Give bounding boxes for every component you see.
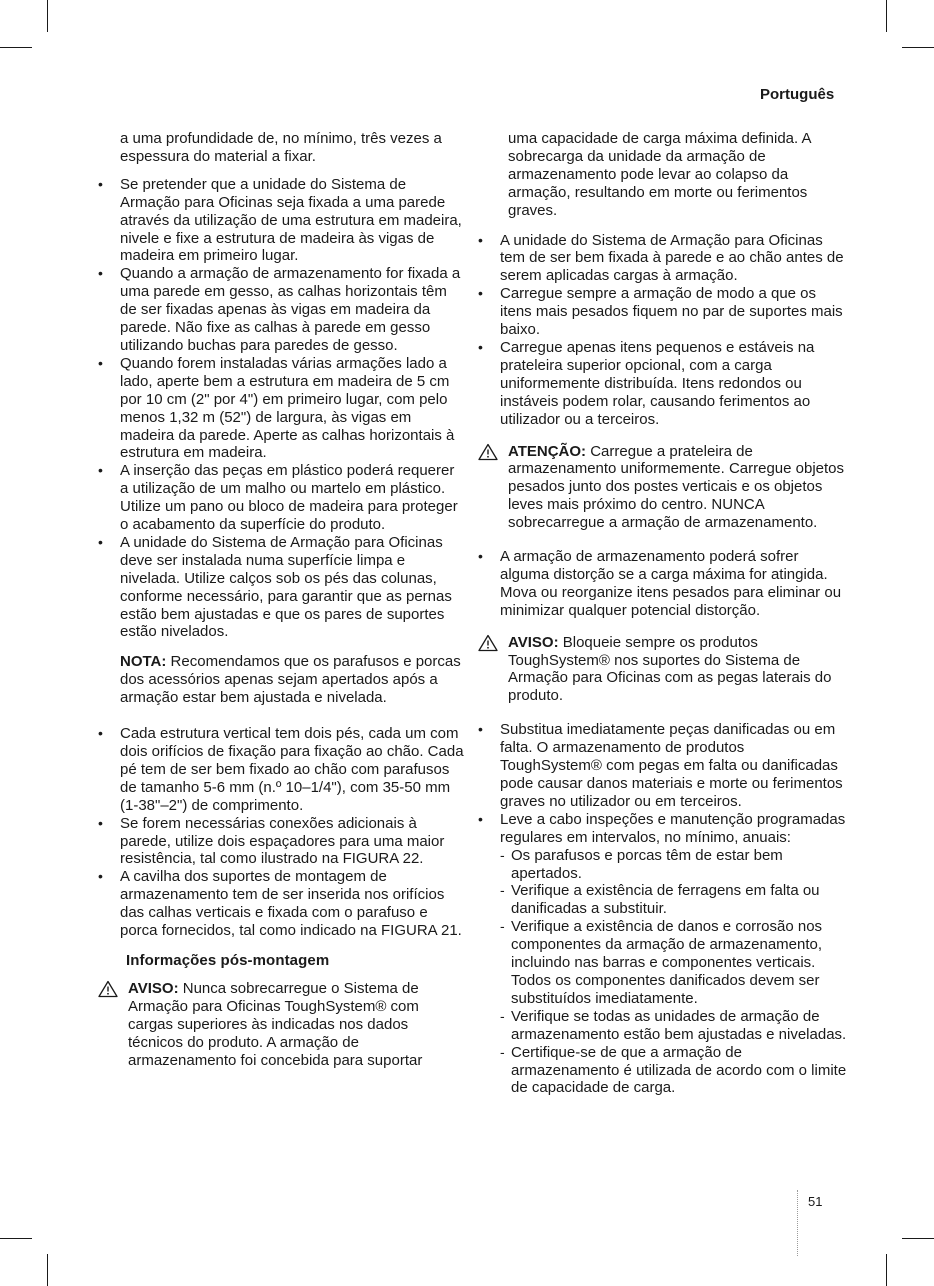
list-item: • A unidade do Sistema de Armação para Oficinas tem de ser bem fixada à parede e ao chão antes de serem aplicadas cargas à armação. (500, 232, 850, 286)
crop-mark (47, 1254, 48, 1286)
warning-label: AVISO: (508, 633, 559, 651)
dash-item: - Verifique se todas as unidades de armação de armazenamento estão bem ajustadas e niveladas. (500, 1008, 850, 1044)
caution-block (508, 443, 850, 533)
dash-list (500, 847, 850, 1098)
warning-icon (478, 634, 498, 652)
crop-mark (902, 47, 934, 48)
list-item-text: Leve a cabo inspeções e manutenção programadas regulares em intervalos, no mínimo, anuais: (500, 810, 846, 846)
dash-item: - Verifique a existência de ferragens em falta ou danificadas a substituir. (500, 882, 850, 918)
list-item: • A unidade do Sistema de Armação para Oficinas deve ser instalada numa superfície limpa e nivelada. Utilize calços sob os pés das colunas, conforme necessário, para garantir que as pernas estão bem ajustadas e que os pares de suportes estão nivelados. (120, 534, 465, 641)
warning-label: AVISO: (128, 979, 179, 997)
crop-mark (886, 0, 887, 32)
intro-paragraph: a uma profundidade de, no mínimo, três vezes a espessura do material a fixar. (120, 130, 442, 165)
right-column (500, 130, 850, 1109)
note-label: NOTA: (120, 653, 167, 671)
bullet-list (500, 548, 850, 620)
list-item: • Carregue sempre a armação de modo a que os itens mais pesados fiquem no par de suportes mais baixo. (500, 285, 850, 339)
list-item: • Quando a armação de armazenamento for fixada a uma parede em gesso, as calhas horizontais têm de ser fixadas apenas às vigas em madeira da parede. Não fixe as calhas à parede em gesso utilizando buchas para paredes de gesso. (120, 265, 465, 355)
list-item: • Se pretender que a unidade do Sistema de Armação para Oficinas seja fixada a uma parede através da utilização de uma estrutura em madeira, nivele e fixe a estrutura de madeira às vigas de madeira em primeiro lugar. (120, 176, 465, 266)
page-number: 51 (808, 1194, 823, 1209)
caution-label: ATENÇÃO: (508, 442, 587, 460)
list-item: • Carregue apenas itens pequenos e estáveis na prateleira superior opcional, com a carga uniformemente distribuída. Itens redondos ou instáveis podem rolar, causando ferimentos ao utilizador ou a terceiros. (500, 339, 850, 429)
left-column (120, 130, 465, 1083)
list-item: • A cavilha dos suportes de montagem de armazenamento tem de ser inserida nos orifícios das calhas verticais e fixada com o parafuso e porca fornecidos, tal como indicado na FIGURA 21. (120, 868, 465, 940)
dash-item: - Certifique-se de que a armação de armazenamento é utilizada de acordo com o limite de capacidade de carga. (500, 1044, 850, 1098)
list-item: • Cada estrutura vertical tem dois pés, cada um com dois orifícios de fixação para fixação ao chão. Cada pé tem de ser bem fixado ao chão com parafusos de tamanho 5-6 mm (n.º 10–1/4"), com 35-50 mm (1-38"–2") de comprimento. (120, 725, 465, 815)
warning-text: Nunca sobrecarregue o Sistema de Armação para Oficinas ToughSystem® com cargas superiores às indicadas nos dados técnicos do produto. A armação de armazenamento foi concebida para suportar (128, 979, 423, 1069)
language-header: Português (760, 86, 835, 103)
bullet-list (120, 176, 465, 642)
warning-icon (478, 443, 498, 461)
list-item: • A armação de armazenamento poderá sofrer alguma distorção se a carga máxima for atingida. Mova ou reorganize itens pesados para eliminar ou minimizar qualquer potencial distorção. (500, 548, 850, 620)
note-text: Recomendamos que os parafusos e porcas dos acessórios apenas sejam apertados após a armação estar bem ajustada e nivelada. (120, 653, 461, 707)
crop-mark (886, 1254, 887, 1286)
warning-block (508, 634, 850, 706)
crop-mark (902, 1238, 934, 1239)
list-item: • Quando forem instaladas várias armações lado a lado, aperte bem a estrutura em madeira de 5 cm por 10 cm (2" por 4") em primeiro lugar, com pelo menos 1,32 m (52") de largura, às vigas em madeira da parede. Aperte as calhas horizontais à estrutura em madeira. (120, 355, 465, 462)
continued-paragraph: uma capacidade de carga máxima definida. A sobrecarga da unidade da armação de armazenamento pode levar ao colapso da armação, resultando em morte ou ferimentos graves. (508, 130, 811, 219)
dash-item: - Verifique a existência de danos e corrosão nos componentes da armação de armazenamento, incluindo nas barras e componentes verticais. Todos os componentes danificados devem ser substituídos imediatamente. (500, 918, 850, 1008)
page-number-rule (797, 1190, 798, 1256)
crop-mark (47, 0, 48, 32)
caution-text: Carregue a prateleira de armazenamento uniformemente. Carregue objetos pesados junto dos postes verticais e os objetos leves mais próximo do centro. NUNCA sobrecarregue a armação de armazenamento. (508, 442, 845, 532)
bullet-list (500, 721, 850, 1097)
crop-mark (0, 1238, 32, 1239)
list-item: • Substitua imediatamente peças danificadas ou em falta. O armazenamento de produtos ToughSystem® com pegas em falta ou danificadas pode causar danos materiais e morte ou ferimentos graves no utilizador ou em terceiros. (500, 721, 850, 811)
warning-block (128, 980, 465, 1070)
list-item: • Se forem necessárias conexões adicionais à parede, utilize dois espaçadores para uma maior resistência, tal como ilustrado na FIGURA 22. (120, 815, 465, 869)
crop-mark (0, 47, 32, 48)
dash-item: - Os parafusos e porcas têm de estar bem apertados. (500, 847, 850, 883)
list-item (500, 811, 850, 1098)
list-item: • A inserção das peças em plástico poderá requerer a utilização de um malho ou martelo em plástico. Utilize um pano ou bloco de madeira para proteger o acabamento da superfície do produto. (120, 462, 465, 534)
warning-text: Bloqueie sempre os produtos ToughSystem® nos suportes do Sistema de Armação para Oficinas com as pegas laterais do produto. (508, 633, 832, 705)
bullet-list (500, 232, 850, 429)
section-heading: Informações pós-montagem (126, 951, 330, 969)
bullet-list (120, 725, 465, 940)
warning-icon (98, 980, 118, 998)
note-paragraph (120, 653, 465, 707)
